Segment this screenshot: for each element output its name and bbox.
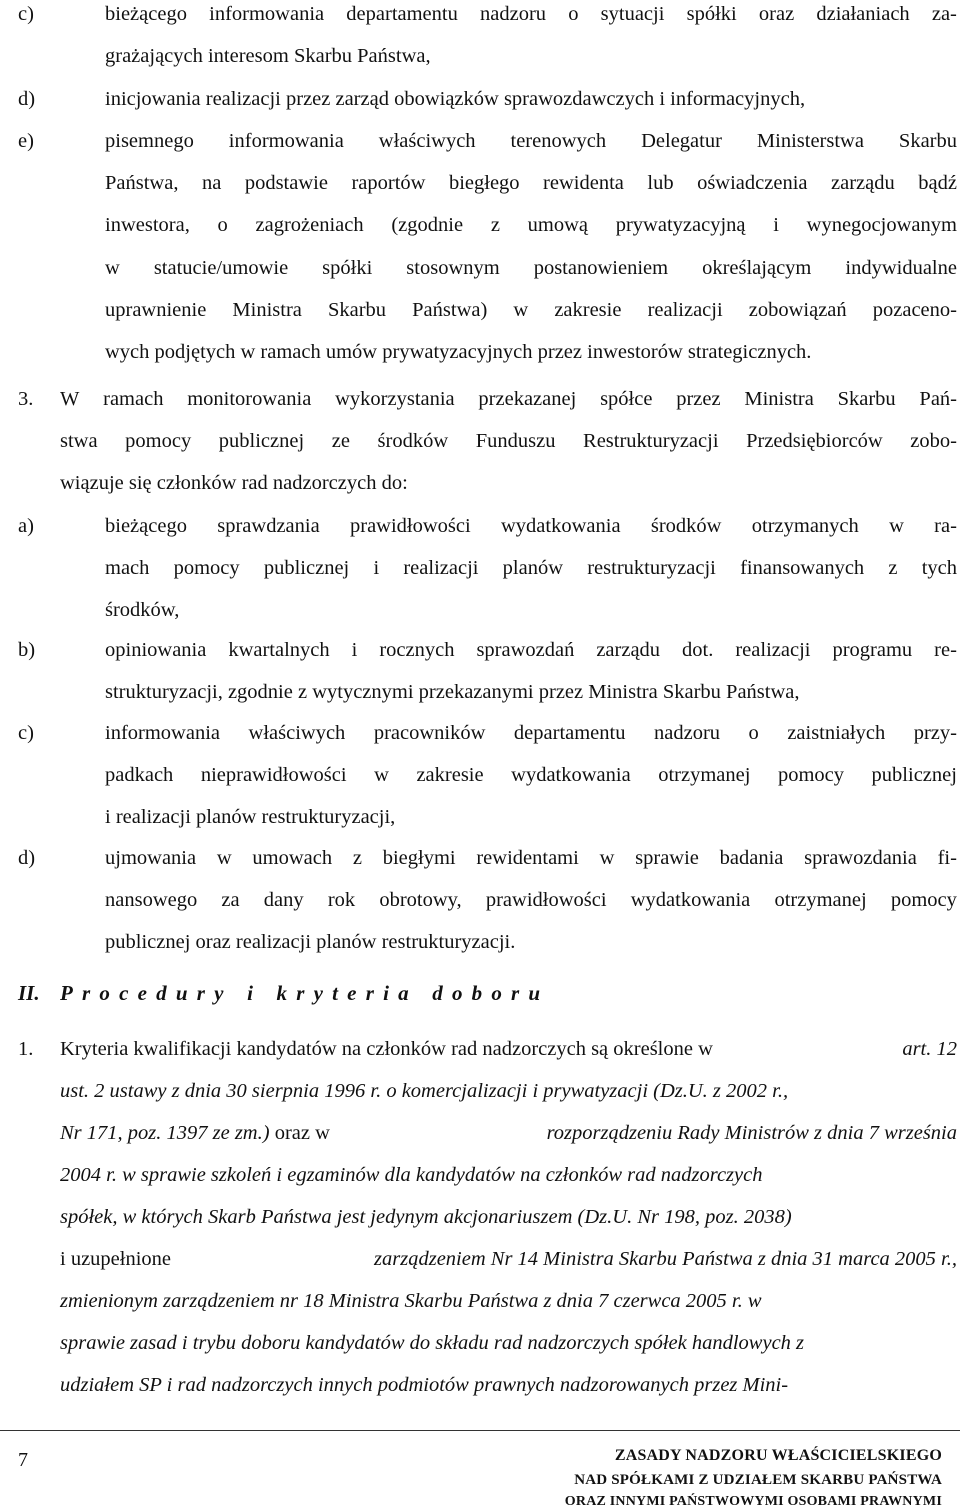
word: pomocy xyxy=(125,430,192,453)
word: departamentu xyxy=(346,3,458,25)
text-line xyxy=(105,762,957,788)
word: środków xyxy=(377,430,449,453)
word: inwestora, xyxy=(105,214,190,237)
point-1-line xyxy=(60,1078,957,1104)
word: z xyxy=(352,847,362,869)
word: Ministerstwa xyxy=(756,130,864,152)
point-1-line xyxy=(60,1288,957,1314)
word: wynegocjowanym xyxy=(806,214,957,237)
footer-title-line-2: NAD SPÓŁKAMI Z UDZIAŁEM SKARBU PAŃSTWA xyxy=(574,1472,942,1488)
word: postanowieniem xyxy=(533,256,669,279)
word: realizacji xyxy=(403,557,479,580)
word: pomocy xyxy=(173,557,240,580)
word: za xyxy=(221,889,240,912)
word: stosownym xyxy=(406,256,500,279)
word: i xyxy=(373,557,380,580)
word: wykorzystania xyxy=(335,388,455,410)
point-1-line xyxy=(60,1246,957,1272)
item-label: a) xyxy=(18,515,34,537)
word: oraz xyxy=(758,3,795,25)
word: określającym xyxy=(702,256,812,279)
word: monitorowania xyxy=(187,388,312,410)
word: otrzymanych xyxy=(751,515,859,537)
word: zagrożeniach xyxy=(255,214,364,237)
footer-title-line-1: ZASADY NADZORU WŁAŚCICIELSKIEGO xyxy=(614,1447,942,1464)
word: zaistniałych xyxy=(787,722,886,744)
word: badania xyxy=(719,847,784,869)
text-line xyxy=(105,170,957,196)
regulation-reference: spółek, w których Skarb Państwa jest jedynym akcjonariuszem (Dz.U. Nr 198, poz. 2038) xyxy=(60,1206,792,1228)
text-line: grażających interesom Skarbu Państwa, xyxy=(105,45,431,68)
text-line xyxy=(105,1,957,27)
word: umową xyxy=(527,214,588,237)
word: realizacji xyxy=(647,298,723,321)
text-line xyxy=(105,513,957,539)
word: Pań- xyxy=(919,388,957,410)
word: dot. xyxy=(682,639,714,661)
word: i xyxy=(351,639,358,661)
word: ra- xyxy=(934,515,957,537)
ordinance-reference: zarządzeniem Nr 14 Ministra Skarbu Państwa z dnia 31 marca 2005 r., xyxy=(374,1248,957,1270)
footer-divider xyxy=(0,1430,960,1431)
word: i xyxy=(773,214,779,237)
word: rewidenta xyxy=(543,172,624,195)
word: opiniowania xyxy=(105,639,207,661)
word: pomocy xyxy=(777,764,845,787)
word: zobo- xyxy=(910,430,957,453)
word: planów xyxy=(502,557,564,580)
word: Skarbu xyxy=(898,130,957,152)
text-line: wiązuje się członków rad nadzorczych do: xyxy=(60,472,408,495)
word: wydatkowania xyxy=(630,889,751,912)
word: realizacji xyxy=(735,639,811,661)
word: za- xyxy=(931,3,957,25)
text-line xyxy=(105,555,957,581)
word: ramach xyxy=(103,388,164,410)
item-label: 3. xyxy=(18,388,34,410)
word: pozaceno- xyxy=(872,298,957,321)
word: z xyxy=(490,214,500,237)
word: fi- xyxy=(937,847,957,869)
word: właściwych xyxy=(248,722,346,744)
text-line xyxy=(60,428,957,454)
word: prawidłowości xyxy=(350,515,471,537)
word: lub xyxy=(647,172,674,195)
word: sprawie xyxy=(635,847,699,869)
word: obrotowy, xyxy=(379,889,462,912)
word: mach xyxy=(105,557,150,580)
word: informowania xyxy=(105,722,220,744)
word: Skarbu xyxy=(837,388,896,410)
text-line xyxy=(60,386,957,412)
word: programu xyxy=(832,639,913,661)
point-1-line xyxy=(60,1372,957,1398)
text-line xyxy=(105,297,957,323)
word: podstawie xyxy=(244,172,328,195)
word: zobowiązań xyxy=(748,298,847,321)
word: Restrukturyzacji xyxy=(583,430,719,453)
word: Funduszu xyxy=(475,430,556,453)
word: przekazanej xyxy=(478,388,577,410)
point-1-line-text: Kryteria kwalifikacji kandydatów na członków rad nadzorczych są określone w xyxy=(60,1038,719,1060)
text-line xyxy=(105,255,957,281)
word: W xyxy=(60,388,80,410)
word: pisemnego xyxy=(105,130,194,152)
word: informowania xyxy=(209,3,325,25)
word: statucie/umowie xyxy=(153,256,289,279)
footer-title-line-3: ORAZ INNYMI PAŃSTWOWYMI OSOBAMI PRAWNYMI xyxy=(564,1494,942,1509)
word: Ministra xyxy=(744,388,814,410)
word: sprawozdania xyxy=(804,847,917,869)
point-1-line-text: i uzupełnione xyxy=(60,1248,177,1270)
word: stwa xyxy=(60,430,98,453)
word: biegłymi xyxy=(382,847,456,869)
word: Delegatur xyxy=(641,130,722,152)
word: (zgodnie xyxy=(391,214,464,237)
word: bieżącego xyxy=(105,3,187,25)
word: oświadczenia xyxy=(697,172,808,195)
page-number: 7 xyxy=(18,1449,28,1471)
ordinance-reference: sprawie zasad i trybu doboru kandydatów do składu rad nadzorczych spółek handlowych z xyxy=(60,1332,805,1354)
text-line: wych podjętych w ramach umów prywatyzacyjnych przez inwestorów strategicznych. xyxy=(105,341,812,363)
word: padkach xyxy=(105,764,174,787)
text-line: strukturyzacji, zgodnie z wytycznymi przekazanymi przez Ministra Skarbu Państwa, xyxy=(105,681,800,704)
word: nansowego xyxy=(105,889,198,912)
word: Skarbu xyxy=(327,298,387,321)
word: wydatkowania xyxy=(511,764,631,787)
regulation-reference: rozporządzeniu Rady Ministrów z dnia 7 września xyxy=(546,1122,957,1144)
section-number: II. xyxy=(18,981,40,1005)
word: otrzymanej xyxy=(658,764,751,787)
text-line xyxy=(105,128,957,154)
word: w xyxy=(105,256,120,279)
point-1-line xyxy=(60,1120,957,1146)
word: przy- xyxy=(913,722,957,744)
word: zarządu xyxy=(831,172,895,195)
word: publicznej xyxy=(218,430,305,453)
word: spółce xyxy=(600,388,653,410)
word: informowania xyxy=(228,130,344,152)
text-line: inicjowania realizacji przez zarząd obowiązków sprawozdawczych i informacyjnych, xyxy=(105,88,806,110)
text-line: i realizacji planów restrukturyzacji, xyxy=(105,806,396,829)
ordinance-reference: udziałem SP i rad nadzorczych innych podmiotów prawnych nadzorowanych przez Mini- xyxy=(60,1374,789,1396)
word: indywidualne xyxy=(845,256,957,279)
word: o xyxy=(568,3,579,25)
word: działaniach xyxy=(816,3,910,25)
word: o xyxy=(217,214,228,237)
text-line xyxy=(105,637,957,663)
word: przez xyxy=(676,388,721,410)
text-line xyxy=(105,212,957,238)
word: o xyxy=(748,722,759,744)
word: zakresie xyxy=(416,764,484,787)
word: sprawozdań xyxy=(476,639,575,661)
word: tych xyxy=(921,557,957,580)
word: rocznych xyxy=(379,639,455,661)
word: spółki xyxy=(686,3,737,25)
word: w xyxy=(216,847,232,869)
text-line: środków, xyxy=(105,599,180,622)
item-label: c) xyxy=(18,3,34,25)
word: prywatyzacyjną xyxy=(615,214,746,237)
word: terenowych xyxy=(510,130,607,152)
word: z xyxy=(888,557,898,580)
word: w xyxy=(889,515,904,537)
word: bieżącego xyxy=(105,515,187,537)
word: sprawdzania xyxy=(217,515,320,537)
word: pomocy xyxy=(890,889,957,912)
word: prawidłowości xyxy=(485,889,607,912)
text-line xyxy=(105,720,957,746)
word: pracowników xyxy=(373,722,486,744)
regulation-reference: 2004 r. w sprawie szkoleń i egzaminów dla kandydatów na członków rad nadzorczych xyxy=(60,1164,763,1186)
word: zakresie xyxy=(554,298,622,321)
word: uprawnienie xyxy=(105,298,207,321)
point-1-line xyxy=(60,1036,957,1062)
word: otrzymanej xyxy=(774,889,867,912)
word: nadzoru xyxy=(654,722,721,744)
item-label: d) xyxy=(18,88,36,110)
word: biegłego xyxy=(448,172,520,195)
item-label: c) xyxy=(18,722,34,744)
word: Państwa) xyxy=(412,298,488,321)
word: kwartalnych xyxy=(228,639,330,661)
word: rewidentami xyxy=(476,847,579,869)
word: wydatkowania xyxy=(501,515,621,537)
word: rok xyxy=(327,889,356,912)
word: właściwych xyxy=(378,130,476,152)
point-1-line xyxy=(60,1330,957,1356)
word: Ministra xyxy=(232,298,302,321)
word: finansowanych xyxy=(740,557,865,580)
word: umowach xyxy=(252,847,333,869)
word: departamentu xyxy=(513,722,626,744)
section-title: Procedury i kryteria doboru xyxy=(60,981,550,1005)
word: restrukturyzacji xyxy=(587,557,716,580)
word: ujmowania xyxy=(105,847,197,869)
word: re- xyxy=(934,639,957,661)
word: bądź xyxy=(918,172,957,195)
point-1-line xyxy=(60,1162,957,1188)
point-1-line xyxy=(60,1204,957,1230)
statute-reference: ust. 2 ustawy z dnia 30 sierpnia 1996 r. o komercjalizacji i prywatyzacji (Dz.U. z 2002 r., xyxy=(60,1080,789,1102)
word: raportów xyxy=(351,172,426,195)
ordinance-reference: zmienionym zarządzeniem nr 18 Ministra Skarbu Państwa z dnia 7 czerwca 2005 r. w xyxy=(60,1290,762,1312)
word: Przedsiębiorców xyxy=(746,430,883,453)
statute-reference: Nr 171, poz. 1397 ze zm.) xyxy=(60,1122,270,1144)
text-line xyxy=(105,845,957,871)
word: nieprawidłowości xyxy=(200,764,347,787)
word: Państwa, xyxy=(105,172,179,195)
word: ze xyxy=(331,430,350,453)
item-label: d) xyxy=(18,847,36,869)
statute-reference: art. 12 xyxy=(902,1038,957,1060)
point-1-line-text: oraz w xyxy=(269,1122,336,1144)
word: na xyxy=(201,172,222,195)
word: środków xyxy=(650,515,722,537)
word: spółki xyxy=(322,256,373,279)
point-1-label: 1. xyxy=(18,1038,34,1060)
item-label: b) xyxy=(18,639,36,661)
word: publicznej xyxy=(263,557,350,580)
item-label: e) xyxy=(18,130,34,152)
text-line xyxy=(105,887,957,913)
word: w xyxy=(374,764,389,787)
word: w xyxy=(513,298,529,321)
word: nadzoru xyxy=(480,3,547,25)
word: w xyxy=(599,847,615,869)
text-line: publicznej oraz realizacji planów restrukturyzacji. xyxy=(105,931,516,954)
word: publicznej xyxy=(871,764,957,787)
word: zarządu xyxy=(596,639,661,661)
word: sytuacji xyxy=(600,3,665,25)
word: dany xyxy=(263,889,304,912)
